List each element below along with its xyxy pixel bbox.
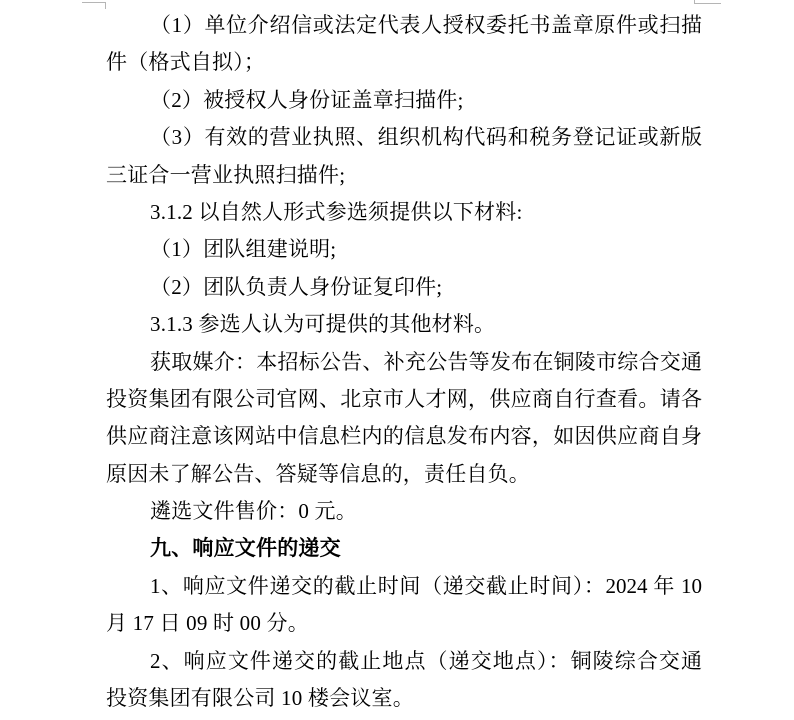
text-line: 投资集团有限公司官网、北京市人才网，供应商自行查看。请各 — [106, 386, 702, 411]
text-line: 3.1.2 以自然人形式参选须提供以下材料: — [150, 199, 523, 224]
text-line: 遴选文件售价：0 元。 — [150, 499, 357, 524]
text-line: 原因未了解公告、答疑等信息的，责任自负。 — [106, 461, 530, 486]
section-heading: 九、响应文件的递交 — [150, 537, 341, 561]
text-line: 3.1.3 参选人认为可提供的其他材料。 — [150, 312, 496, 337]
text-line: 获取媒介：本招标公告、补充公告等发布在铜陵市综合交通 — [150, 349, 702, 374]
text-line: 月 17 日 09 时 00 分。 — [106, 611, 309, 636]
text-line: （1）单位介绍信或法定代表人授权委托书盖章原件或扫描 — [150, 13, 702, 37]
text-line: 投资集团有限公司 10 楼会议室。 — [106, 686, 414, 711]
crop-mark-top-left-icon — [82, 2, 106, 9]
text-line: 2、响应文件递交的截止地点（递交地点）：铜陵综合交通 — [150, 648, 702, 673]
text-line: （2）被授权人身份证盖章扫描件; — [150, 87, 464, 112]
text-line: 1、响应文件递交的截止时间（递交截止时间）：2024 年 10 — [150, 573, 702, 598]
text-line: 三证合一营业执照扫描件; — [106, 162, 346, 187]
text-line: 件（格式自拟）； — [106, 50, 266, 75]
crop-mark-top-right-icon — [694, 0, 721, 4]
text-line: （2）团队负责人身份证复印件; — [150, 274, 443, 299]
text-line: （1）团队组建说明; — [150, 237, 337, 262]
document-text-block — [106, 7, 702, 717]
text-line: （3）有效的营业执照、组织机构代码和税务登记证或新版 — [150, 125, 702, 150]
text-line: 供应商注意该网站中信息栏内的信息发布内容，如因供应商自身 — [106, 424, 702, 449]
